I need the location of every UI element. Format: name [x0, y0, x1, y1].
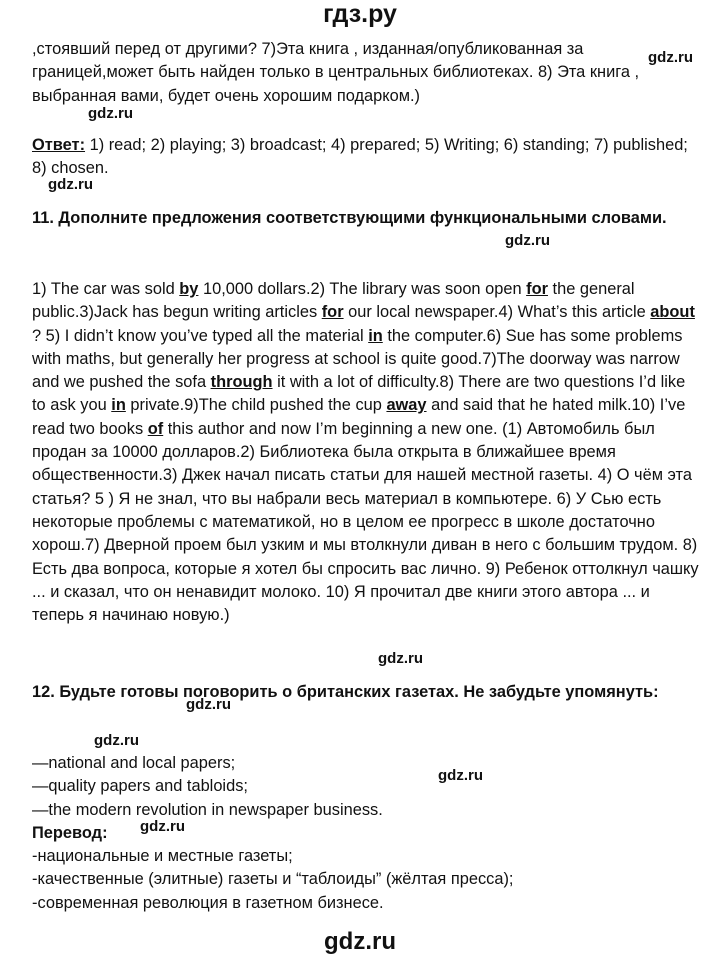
text-segment: ? 5) I didn’t know you’ve typed all the material [32, 326, 369, 345]
translation-item: -национальные и местные газеты; [32, 847, 293, 866]
answer-label: Ответ: [32, 136, 86, 154]
site-footer: gdz.ru [324, 928, 396, 955]
watermark: gdz.ru [505, 232, 550, 249]
watermark: gdz.ru [48, 176, 93, 193]
function-word: about [650, 303, 695, 322]
function-word: by [179, 280, 199, 298]
translation-item: -современная революция в газетном бизнесе. [32, 893, 384, 912]
translation-label: Перевод: [32, 823, 108, 842]
watermark: gdz.ru [648, 49, 693, 66]
watermark: gdz.ru [140, 818, 185, 835]
previous-translation-text: ,стоявший перед от другими? 7)Эта книга , изданная/опубликованная за границей,может быть найден только в центральных библиотеках. 8) Эта книга , выбранная вами, будет очень хорошим подарком.) [32, 40, 640, 105]
translation-item: -качественные (элитные) газеты и “таблоиды” (жёлтая пресса); [32, 870, 514, 889]
function-word: of [147, 419, 164, 438]
function-word: in [111, 396, 126, 415]
text-segment: and said that he hated milk.10) I’ve read two books [32, 396, 686, 438]
function-word: for [321, 303, 344, 322]
watermark: gdz.ru [378, 650, 423, 667]
watermark: gdz.ru [438, 767, 483, 784]
text-segment: this author and now I’m beginning a new one. (1) Автомобиль был продан за 10000 долларов.2) Библиотека была открыта в ближайшее время общественности.3) Джек начал писать статьи для нашей местной газеты. 4) О чём эта статья? 5 ) Я не знал, что вы набрали весь материал в компьютере. 6) У Сью есть некоторые проблемы с математикой, но в целом ее прогресс в школе достаточно хорош.7) Дверной проем был узким и мы втолкнули диван в него с большим трудом. 8) Есть два вопроса, которые я хотел бы спросить вас лично. 9) Ребенок оттолкнул чашку ... и сказал, что он ненавидит молоко. 10) Я прочитал две книги этого автора ... и теперь я начинаю новую.) [32, 419, 699, 625]
text-segment: 1) The car was sold [32, 280, 180, 298]
function-word: in [368, 326, 383, 345]
watermark: gdz.ru [94, 732, 139, 749]
function-word: for [526, 280, 548, 298]
list-item: —the modern revolution in newspaper business. [32, 800, 383, 819]
watermark: gdz.ru [88, 105, 133, 122]
function-word: away [386, 396, 427, 415]
answer-text: 1) read; 2) playing; 3) broadcast; 4) prepared; 5) Writing; 6) standing; 7) published; 8) chosen. [32, 136, 688, 178]
list-item: —quality papers and tabloids; [32, 777, 248, 796]
list-item: —national and local papers; [32, 754, 236, 772]
text-segment: the general public.3)Jack has begun writing articles [32, 280, 635, 322]
task-12-list [32, 752, 700, 915]
answer-block [32, 134, 700, 181]
text-segment: it with a lot of difficulty.8) There are two questions I’d like to ask you [32, 373, 686, 415]
task-11-title: 11. Дополните предложения соответствующими функциональными словами. [32, 209, 667, 227]
text-segment: private.9)The child pushed the cup [125, 396, 387, 415]
text-segment: the computer.6) Sue has some problems with maths, but generally her progress at school is quite good.7)The doorway was narrow and we pushed the sofa [32, 326, 683, 392]
text-segment: 10,000 dollars.2) The library was soon open [198, 280, 527, 298]
previous-translation [32, 38, 700, 108]
function-word: through [210, 373, 273, 392]
text-segment: our local newspaper.4) What’s this article [343, 303, 651, 322]
task-12-title: 12. Будьте готовы поговорить о британских газетах. Не забудьте упомянуть: [32, 683, 659, 701]
task-11-body [32, 278, 700, 627]
watermark: gdz.ru [186, 696, 231, 713]
site-header: гдз.ру [323, 0, 397, 28]
